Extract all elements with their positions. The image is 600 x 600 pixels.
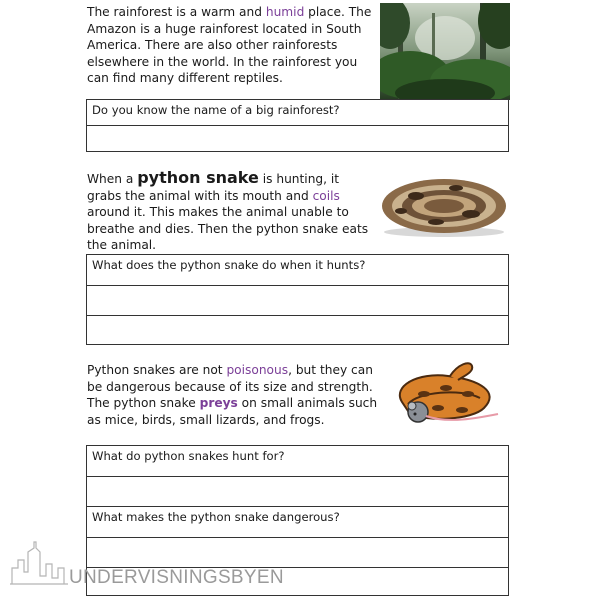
question-danger: What makes the python snake dangerous? [87, 507, 508, 538]
term-python-snake: python snake [137, 168, 259, 187]
question-diet: What do python snakes hunt for? [87, 446, 508, 477]
python-hunting-paragraph: When a python snake is hunting, it grabs the animal with its mouth and coils around it. This makes the animal unable to breathe and dies. Then the python snake eats the animal. [87, 168, 369, 253]
question-box-hunting [86, 254, 509, 345]
answer-line-danger-1[interactable] [87, 538, 508, 568]
question-hunting: What does the python snake do when it hunts? [87, 255, 508, 286]
python-danger-paragraph: Python snakes are not poisonous, but they can be dangerous because of its size and strength. The python snake preys on small animals such as mice, birds, small lizards, and frogs. [87, 363, 378, 427]
vocab-humid: humid [265, 5, 305, 19]
answer-line-hunting-1[interactable] [87, 286, 508, 316]
city-skyline-logo-icon [10, 538, 70, 586]
brand-logo-text: UNDERVISNINGSBYEN [69, 567, 284, 588]
rainforest-photo [380, 3, 510, 100]
vocab-coils: coils [312, 188, 340, 203]
python-eating-mouse-illustration [388, 358, 506, 432]
coiled-python-photo [376, 166, 511, 238]
answer-line-diet[interactable] [87, 477, 508, 507]
question-box-rainforest [86, 99, 509, 152]
answer-line-hunting-2[interactable] [87, 316, 508, 344]
vocab-poisonous: poisonous [226, 363, 289, 377]
rainforest-paragraph: The rainforest is a warm and humid place. The Amazon is a huge rainforest located in South America. There are also other rainforests elsewhere in the world. In the rainforest you can find many different reptiles. [87, 5, 372, 86]
answer-line-rainforest[interactable] [87, 126, 508, 151]
question-rainforest: Do you know the name of a big rainforest? [87, 100, 508, 126]
vocab-preys: preys [199, 396, 238, 411]
